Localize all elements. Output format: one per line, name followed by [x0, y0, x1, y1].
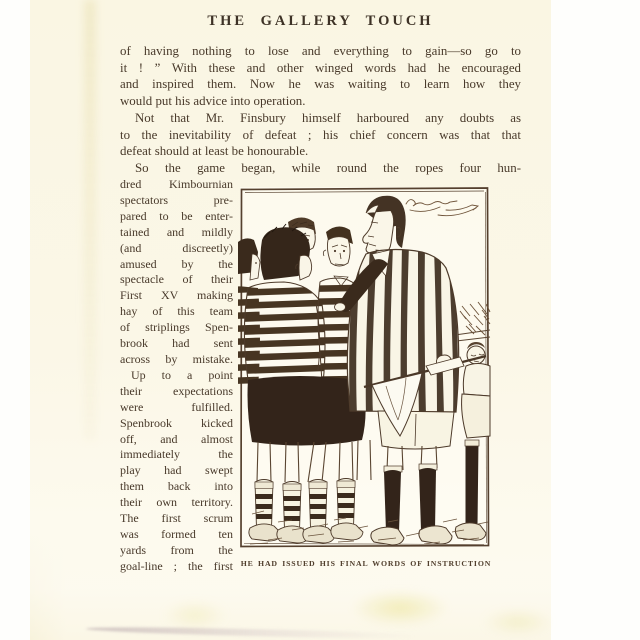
main-paragraph-block	[120, 43, 521, 177]
text-line: amused by the	[120, 256, 233, 271]
paper-stain	[330, 582, 470, 634]
text-line: The first scrum	[120, 511, 233, 526]
text-line: Up to a point	[131, 367, 233, 382]
text-line: of striplings Spen-	[120, 320, 233, 335]
illustration-drawing	[238, 184, 493, 552]
illustration-caption: HE HAD ISSUED HIS FINAL WORDS OF INSTRUCTION	[240, 559, 492, 568]
text-line: Spenbrook kicked	[120, 415, 233, 430]
text-line: it ! ” With these and other winged words had he encouraged	[120, 60, 521, 75]
text-line: were fulfilled.	[120, 399, 233, 414]
text-line: dred Kimbournian	[120, 177, 233, 191]
page-title: THE GALLERY TOUCH	[207, 13, 434, 29]
text-line: defeat should at least be honourable.	[120, 144, 309, 159]
text-line: immediately the	[120, 447, 233, 462]
text-line: yards from the	[120, 542, 233, 557]
text-line: to the inevitability of defeat ; his chief concern was that that	[120, 127, 521, 142]
text-line: was formed ten	[120, 526, 233, 541]
paper-crease	[84, 0, 96, 440]
text-line: play had swept	[120, 463, 233, 478]
text-line: pared to be enter-	[120, 208, 233, 223]
illustration	[238, 184, 493, 552]
text-line: of having nothing to lose and everything to gain—so go to	[120, 44, 521, 58]
text-line: goal-line ; the first	[120, 558, 233, 573]
page-bottom-edge	[86, 625, 416, 640]
text-line: off, and almost	[120, 431, 233, 446]
left-column-text	[120, 177, 233, 575]
text-line: would put his advice into operation.	[120, 94, 306, 109]
text-line: (and discreetly)	[120, 240, 233, 255]
text-line: So the game began, while round the ropes four hun-	[135, 160, 521, 175]
text-line: and inspired them. Now he was waiting to learn how they	[120, 77, 521, 92]
text-line: tained and mildly	[120, 224, 233, 239]
text-line: spectacle of their	[120, 272, 233, 287]
text-line: Not that Mr. Finsbury himself harboured any doubts as	[135, 110, 521, 125]
text-line: them back into	[120, 479, 233, 494]
text-line: brook had sent	[120, 336, 233, 351]
text-line: their own territory.	[120, 495, 233, 510]
text-line: across by mistake.	[120, 351, 233, 366]
text-line: First XV making	[120, 288, 233, 303]
text-line: their expectations	[120, 383, 233, 398]
text-line: hay of this team	[120, 304, 233, 319]
paper-stain	[468, 604, 568, 640]
text-line: spectators pre-	[120, 192, 233, 207]
book-page	[30, 0, 551, 640]
